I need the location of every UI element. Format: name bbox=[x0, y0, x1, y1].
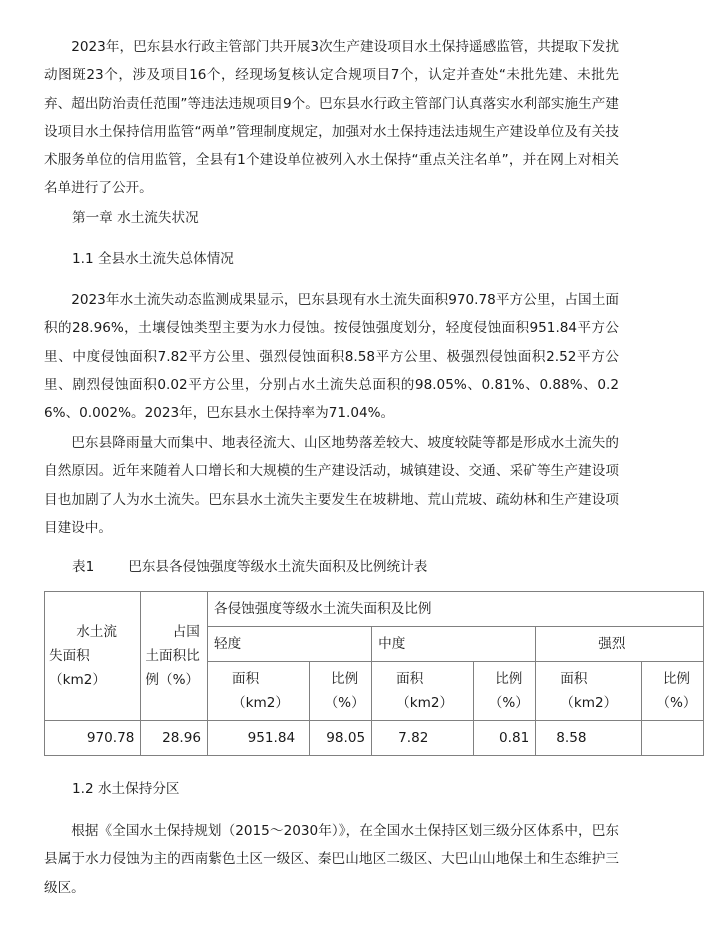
cell-strong-ratio bbox=[641, 721, 703, 756]
header-strong-area: 面积（km2） bbox=[536, 662, 642, 721]
section-1-2-title: 1.2 水土保持分区 bbox=[72, 781, 180, 797]
section-1-2-paragraph: 根据《全国水土保持规划（2015～2030年）》，在全国水土保持区划三级分区体系中，巴东县属于水力侵蚀为主的西南紫色土区一级区、秦巴山地区二级区、大巴山山地保土和生态维护三级区。 bbox=[44, 823, 619, 896]
erosion-statistics-table-wrapper bbox=[44, 591, 697, 763]
cell-land-ratio: 28.96 bbox=[141, 721, 208, 756]
header-erosion-area: 水土流失面积（km2） bbox=[45, 592, 141, 721]
cell-moderate-area: 7.82 bbox=[372, 721, 474, 756]
table-row bbox=[45, 721, 704, 756]
cell-strong-area: 8.58 bbox=[536, 721, 642, 756]
intro-paragraph: 2023年，巴东县水行政主管部门共开展3次生产建设项目水土保持遥感监管，共提取下发扰动图斑23个，涉及项目16个，经现场复核认定合规项目7个，认定并查处“未批先建、未批先弃、超出防治责任范围”等违法违规项目9个。巴东县水行政主管部门认真落实水利部实施生产建设项目水土保持信用监管“两单”管理制度规定，加强对水土保持违法违规生产建设单位及有关技术服务单位的信用监管，全县有1个建设单位被列入水土保持“重点关注名单”，并在网上对相关名单进行了公开。 bbox=[44, 39, 619, 197]
cell-moderate-ratio: 0.81 bbox=[474, 721, 536, 756]
table-caption-title: 巴东县各侵蚀强度等级水土流失面积及比例统计表 bbox=[128, 559, 428, 575]
header-level-moderate: 中度 bbox=[372, 627, 536, 662]
table-caption-label: 表1 bbox=[72, 559, 95, 575]
section-1-1-paragraph-1: 2023年水土流失动态监测成果显示，巴东县现有水土流失面积970.78平方公里，占国土面积的28.96%，土壤侵蚀类型主要为水力侵蚀。按侵蚀强度划分，轻度侵蚀面积951.84平方公里、中度侵蚀面积7.82平方公里、强烈侵蚀面积8.58平方公里、极强烈侵蚀面积2.52平方公里、剧烈侵蚀面积0.02平方公里，分别占水土流失总面积的98.05%、0.81%、0.88%、0.26%、0.002%。2023年，巴东县水土保持率为71.04%。 bbox=[44, 292, 619, 422]
header-land-ratio: 占国土面积比例（%） bbox=[141, 592, 208, 721]
header-moderate-area: 面积（km2） bbox=[372, 662, 474, 721]
header-moderate-ratio: 比例（%） bbox=[474, 662, 536, 721]
chapter-title: 第一章 水土流失状况 bbox=[72, 210, 199, 226]
section-1-1-paragraph-2: 巴东县降雨量大而集中、地表径流大、山区地势落差较大、坡度较陡等都是形成水土流失的自然原因。近年来随着人口增长和大规模的生产建设活动，城镇建设、交通、采矿等生产建设项目也加剧了人为水土流失。巴东县水土流失主要发生在坡耕地、荒山荒坡、疏幼林和生产建设项目建设中。 bbox=[44, 435, 619, 536]
header-strong-ratio: 比例（%） bbox=[641, 662, 703, 721]
header-level-strong: 强烈 bbox=[536, 627, 704, 662]
erosion-statistics-table bbox=[44, 591, 704, 756]
cell-light-area: 951.84 bbox=[208, 721, 310, 756]
cell-erosion-area: 970.78 bbox=[45, 721, 141, 756]
section-1-1-title: 1.1 全县水土流失总体情况 bbox=[72, 251, 234, 267]
header-light-area: 面积（km2） bbox=[208, 662, 310, 721]
header-level-light: 轻度 bbox=[208, 627, 372, 662]
table-caption bbox=[72, 557, 427, 577]
header-erosion-levels-group: 各侵蚀强度等级水土流失面积及比例 bbox=[208, 592, 704, 627]
cell-light-ratio: 98.05 bbox=[310, 721, 372, 756]
header-light-ratio: 比例（%） bbox=[310, 662, 372, 721]
